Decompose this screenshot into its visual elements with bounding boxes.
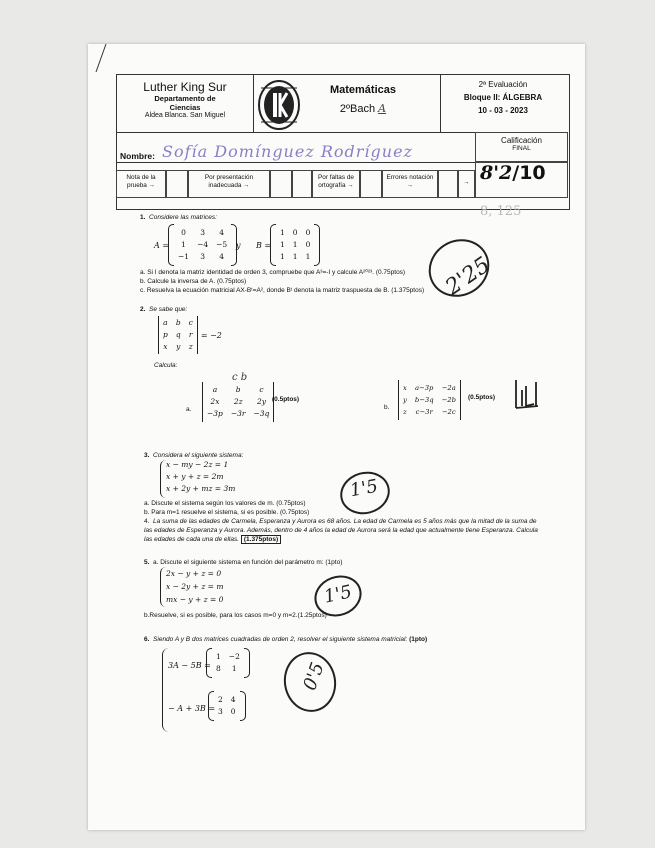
penalty-box [270, 170, 292, 198]
q3-score-circle [335, 466, 394, 520]
q2-score-mark [512, 376, 542, 414]
q3-parts: a. Discute el sistema según los valores de m. (0.75ptos) b. Para m=1 resuelve el sistema, si es posible. (0.75ptos) [144, 500, 310, 516]
q2-handwritten-note: c b [232, 372, 248, 383]
q6-eq2-matrix: 2 4 3 0 [208, 691, 246, 721]
penalty-box [438, 170, 458, 198]
penalty-cell: Nota de la prueba → [116, 170, 166, 198]
q2a-determinant: a b c 2x 2z 2y −3p −3r −3q [202, 382, 274, 422]
exam-date: 10 - 03 - 2023 [478, 106, 528, 115]
q6-score: 0'5 [299, 659, 329, 694]
q6-eq2-lhs: − A + 3B = [168, 704, 216, 713]
q2b-label: b. [384, 404, 390, 411]
grade-label: Calificación [501, 136, 542, 145]
q1-text: 1. Considere las matrices: [140, 214, 217, 221]
school-name: Luther King Sur [143, 80, 227, 94]
evaluation-block [440, 80, 566, 115]
penalty-cell: Por presentación inadecuada → [188, 170, 270, 198]
school-block [120, 80, 250, 119]
course-label: 2ºBach [339, 103, 376, 115]
student-name: Sofía Domínguez Rodríguez [162, 142, 413, 161]
divider [253, 74, 254, 132]
grade-label-cell [475, 132, 568, 162]
q2-text: 2. Se sabe que: [140, 306, 188, 313]
divider [440, 74, 441, 132]
q2b-determinant: x a−3p −2a y b−3q −2b z c−3r −2c [398, 380, 461, 420]
penalty-cell: Por faltas de ortografía → [312, 170, 360, 198]
penalty-cell: Errores notación → [382, 170, 438, 198]
q1-matrix-b-label: B = [256, 241, 272, 250]
q2-calc-label: Calcula: [154, 362, 178, 369]
q6-score-circle [279, 648, 341, 716]
q1-matrix-b: 1 0 0 1 1 0 1 1 1 [270, 224, 320, 266]
q3-system: x − my − 2z = 1 x + y + z = 2m x + 2y + mz = 3m [166, 460, 236, 493]
q3-score: 1'5 [348, 475, 380, 502]
school-logo [256, 78, 302, 132]
department: Departamento de [154, 94, 216, 103]
course [318, 102, 408, 115]
pen-mark [94, 42, 108, 79]
penalty-box [166, 170, 188, 198]
q2a-points: (0.5ptos) [272, 396, 300, 403]
department-subject: Ciencias [169, 103, 201, 112]
grade-sublabel: FINAL [512, 145, 531, 152]
exam-sheet [88, 44, 585, 830]
q1-conjunction: y [236, 241, 241, 250]
q6-eq1-matrix: 1 −2 8 1 [206, 648, 250, 678]
penalty-arrow: → [458, 170, 475, 198]
final-grade: 8'2/10 [480, 162, 546, 184]
q2-det-value: = −2 [200, 330, 222, 340]
subject-block [318, 84, 408, 115]
evaluation: 2ª Evaluación [478, 80, 528, 89]
q1-parts: a. Si I denota la matriz identidad de orden 3, compruebe que A³=-I y calcule A²⁰²³. (0.75ptos) b. Calcule la inversa de A. (0.75ptos) c. Resuelva la ecuación matricial AX-Bᵗ=A², donde Bᵗ denota la matriz traspuesta de B. (1.375ptos) [140, 269, 425, 294]
penalty-box [292, 170, 312, 198]
name-label: Nombre: [120, 151, 155, 161]
q6-eq1-lhs: 3A − 5B = [168, 661, 211, 670]
q2b-points: (0.5ptos) [468, 394, 496, 401]
q1-score: 2'25 [441, 252, 495, 301]
q5-text: 5. a. Discute el siguiente sistema en función del parámetro m: (1pto) [144, 559, 343, 566]
q1-matrix-a-label: A = [154, 241, 170, 250]
course-group: A [378, 102, 387, 115]
q1-matrix-a: 0 3 4 1 −4 −5 −1 3 4 [168, 224, 237, 266]
q5-system: 2x − y + z = 0 x − 2y + z = m mx − y + z = 0 [166, 569, 224, 604]
q5-score: 1'5 [322, 581, 354, 608]
pencil-grade: 8, 125 [480, 204, 522, 219]
divider [116, 162, 475, 163]
block-title: Bloque II: ÁLGEBRA [463, 93, 543, 102]
q4-text: 4. La suma de las edades de Carmela, Esperanza y Aurora es 68 años. La edad de Carmela es 5 años más que la mitad de la suma de las edades de Esperanza y Aurora. Además, dentro de 4 años la edad de Aurora será la edad que actualmente tiene Esperanza. Calcula las edades de cada una de ellas. (1.375ptos) [144, 518, 538, 543]
q1-score-circle [418, 228, 500, 307]
q3-text: 3. Considera el siguiente sistema: [144, 452, 244, 459]
q2a-label: a. [186, 406, 192, 413]
q5-part-b: b.Resuelve, si es posible, para los casos m=0 y m=2.(1.25ptos) [144, 612, 327, 619]
q6-text: 6. Siendo A y B dos matrices cuadradas de orden 2, resolver el siguiente sistema matricial: (1pto) [144, 636, 428, 643]
location: Aldea Blanca. San Miguel [144, 112, 226, 119]
q2-determinant: a b c p q r x y z = −2 [158, 316, 222, 354]
subject-title: Matemáticas [329, 84, 397, 96]
penalty-box [360, 170, 382, 198]
